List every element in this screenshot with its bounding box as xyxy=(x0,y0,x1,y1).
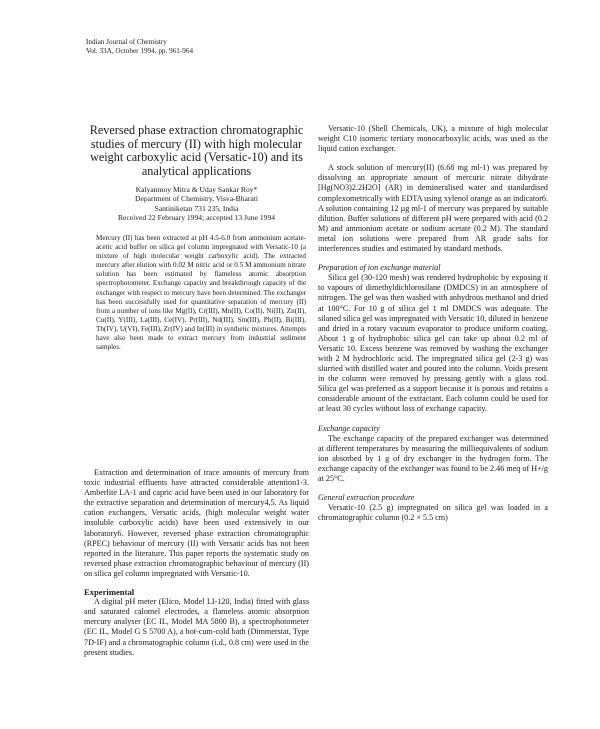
affiliation-department: Department of Chemistry, Visva-Bharati xyxy=(135,194,258,204)
journal-name: Indian Journal of Chemistry xyxy=(86,38,167,46)
right-column-body xyxy=(318,124,548,523)
received-dates: Received 22 February 1994; accepted 13 June 1994 xyxy=(117,213,276,223)
journal-header xyxy=(86,38,286,56)
reagent-paragraph: Versatic-10 (Shell Chemicals, UK), a mixture of high molecular weight C10 isomeric tertiary monocarboxylic acids, was used as the liquid cation exchanger. xyxy=(318,124,548,154)
experimental-paragraph: A digital pH meter (Elico, Model LI-120, India) fitted with glass and saturated calomel electrodes, a flameless atomic absorption mercury analyser (EC IL, Model MA 5800 B), a spectrophotometer (EC IL, Model G S 5700 A), a hot-cum-cold bath (Dimmerstat, Type 7D-IF) and a chromatographic column (i.d., 0.8 cm) were used in the present studies. xyxy=(84,597,309,657)
stock-solution-paragraph: A stock solution of mercury(II) (6.68 mg ml-1) was prepared by dissolving an appropriate amount of mercuric nitrate dihydrate [Hg(NO3)2.2H2O] (AR) in demineralised water and standardised complexometrically with EDTA using xylenol orange as an indicator6. A solution containing 12 µg ml-1 of mercury was prepared by suitable dilution. Buffer solutions of different pH were prepared with acid (0.2 M) and ammonium acetate or sodium acetate (0.2 M). The standard metal ion solutions were prepared from AR grade salts for interferences studies and estimated by standard methods. xyxy=(318,163,548,254)
general-procedure-paragraph: Versatic-10 (2.5 g) impregnated on silica gel was loaded in a chromatographic column (0.2 × 5.5 cm) xyxy=(318,503,548,523)
article-title: Reversed phase extraction chromatographic studies of mercury (II) with high molecular weight carboxylic acid (Versatic-10) and its analytical applications xyxy=(89,123,304,178)
exchange-capacity-paragraph: The exchange capacity of the prepared exchanger was determined at different temperatures by measuring the milliequivalents of sodium ion absorbed by 1 g of dry exchanger in the hydrogen form. The exchange capacity of the exchanger was found to be 2.46 meq of H+/g at 25°C. xyxy=(318,433,548,483)
abstract: Mercury (II) has been extracted at pH 4.5-6.0 from ammonium acetate-acetic acid buffer on silica gel column impregnated with Versatic-10 (a mixture of high molecular weight carboxylic acid). The extracted mercury after elution with 0.02 M nitric acid or 0.5 M ammonium nitrate solution has been estimated by flameless atomic absorption spectrophotometer. Exchange capacity and breakthrough capacity of the exchanger with respect to mercury have been determined. The exchanger has been successfully used for quantitative separation of mercury (II) from a number of ions like Mg(II), Cr(III), Mn(II), Co(II), Ni(II), Zn(II), Cu(II), Y(III), La(III), Ce(IV), Pr(III), Nd(III), Sm(III), Pb(II), Bi(III), Th(IV), U(VI), Fe(III), Zr(IV) and In(III) in synthetic mixtures. Attempts have also been made to extract mercury from industrial sediment samples. xyxy=(96,234,306,352)
author-block xyxy=(84,185,309,223)
introduction-paragraph: Extraction and determination of trace amounts of mercury from toxic industrial effluents have attracted considerable attention1-3. Amberlite LA-1 and capric acid have been used in our laboratory for the extractive separation and determination of mercury4,5. As liquid cation exchangers, Versatic acids, (high molecular weight water insoluble carboxylic acids) have been used extensively in our laboratory6. However, reversed phase extraction chromatographic (RPEC) behaviour of mercury (II) with Versatic acids has not been reported in the literature. This paper reports the systematic study on reversed phase extraction chromatographic behaviour of mercury (II) on silica gel column impregnated with Versatic-10. xyxy=(84,468,309,578)
experimental-heading: Experimental xyxy=(84,587,135,598)
preparation-paragraph: Silica gel (30-120 mesh) was rendered hydrophobic by exposing it to vapours of dimethyldichlorosilane (DMDCS) in an atmosphere of nitrogen. The gel was then washed with anhydrous methanol and dried at 100°C. For 10 g of silica gel 1 ml DMDCS was adequate. The silaned silica gel was impregnated with Versatic 10, diluted in benzene and dried in a rotary vacuum evaporator to produce uniform coating. About 1 g of hydrophobic silica gel can take up about 0.2 ml of Versatic 10. Excess benzene was removed by washing the exchanger with 2 M hydrochloric acid. The impregnated silica gel (2-3 g) was slurried with distilled water and poured into the column. Voids present in the column were removed by pressing gently with a glass rod. Silica gel was preferred as a support because it is porous and retains a considerable amount of the extractant. Each column could be used for at least 30 cycles without loss of exchange capacity. xyxy=(318,273,548,414)
preparation-heading: Preparation of ion exchange material xyxy=(318,263,441,273)
affiliation-city: Santiniketan 731 235, India xyxy=(154,203,239,213)
exchange-capacity-heading: Exchange capacity xyxy=(318,423,380,433)
journal-citation: Vol. 33A, October 1994, pp. 961-964 xyxy=(86,47,194,55)
left-column-body xyxy=(84,468,309,658)
authors: Kalyanmoy Mitra & Uday Sankar Roy* xyxy=(135,185,258,194)
general-procedure-heading: General extraction procedure xyxy=(318,493,415,503)
